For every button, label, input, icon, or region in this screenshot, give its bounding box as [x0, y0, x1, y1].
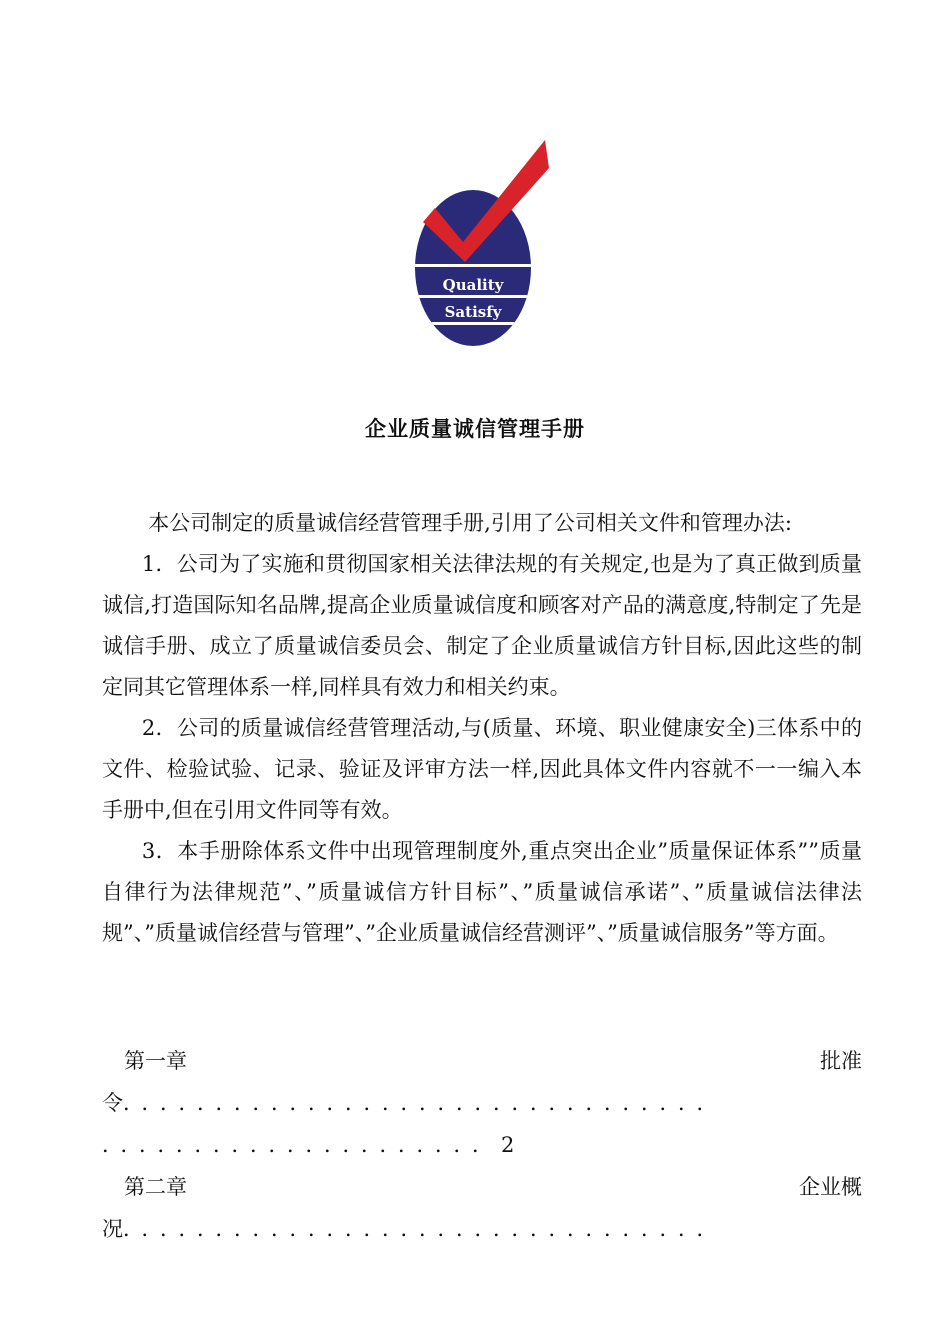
document-title: 企业质量诚信管理手册: [365, 417, 585, 441]
quality-satisfy-logo: [405, 138, 555, 353]
toc-chapter-char: 章: [166, 1049, 187, 1073]
toc-chapter-char: 一: [145, 1049, 166, 1073]
toc-leader-dots: ．．．．．．．．．．．．．．．．．．．．．．．．．．．．．．．．: [123, 1091, 726, 1115]
table-of-contents: [102, 1040, 862, 1250]
toc-title-char: 业: [820, 1175, 841, 1199]
logo-text-satisfy: Satisfy: [444, 303, 502, 321]
toc-title-char: 批: [820, 1049, 841, 1073]
toc-title-char: 况: [102, 1217, 123, 1241]
intro-paragraph: 本公司制定的质量诚信经营管理手册,引用了公司相关文件和管理办法:: [148, 511, 792, 535]
logo-text-quality: Quality: [442, 276, 504, 294]
document-body: [102, 503, 862, 954]
toc-chapter-char: 章: [166, 1175, 187, 1199]
toc-title-char: 准: [841, 1049, 862, 1073]
toc-entry-2-heading[interactable]: [102, 1166, 862, 1208]
logo-graphic: [405, 138, 555, 353]
toc-entry-1-leader[interactable]: [102, 1082, 862, 1124]
clause-3-paragraph: 3．本手册除体系文件中出现管理制度外,重点突出企业”质量保证体系””质量自律行为法律规范”、”质量诚信方针目标”、”质量诚信承诺”、”质量诚信法律法规”、”质量诚信经营与管理”、”企业质量诚信经营测评”、”质量诚信服务”等方面。: [102, 839, 862, 945]
toc-entry-2-leader[interactable]: [102, 1208, 862, 1250]
clause-1-paragraph: 1．公司为了实施和贯彻国家相关法律法规的有关规定,也是为了真正做到质量诚信,打造国际知名品牌,提高企业质量诚信度和顾客对产品的满意度,特制定了先是诚信手册、成立了质量诚信委员会、制定了企业质量诚信方针目标,因此这些的制定同其它管理体系一样,同样具有效力和相关约束。: [102, 552, 862, 699]
toc-entry-1-page-line[interactable]: [102, 1124, 862, 1166]
toc-chapter-char: 第: [124, 1175, 145, 1199]
toc-chapter-char: 二: [145, 1175, 166, 1199]
toc-entry-1-heading[interactable]: [102, 1040, 862, 1082]
toc-title-char: 概: [841, 1175, 862, 1199]
clause-2-paragraph: 2．公司的质量诚信经营管理活动,与(质量、环境、职业健康安全)三体系中的文件、检验试验、记录、验证及评审方法一样,因此具体文件内容就不一一编入本手册中,但在引用文件同等有效。: [102, 716, 862, 822]
toc-chapter-char: 第: [124, 1049, 145, 1073]
toc-title-char: 企: [799, 1175, 820, 1199]
toc-page-number: 2: [501, 1133, 515, 1157]
toc-leader-dots: ．．．．．．．．．．．．．．．．．．．．．: [102, 1133, 501, 1157]
toc-leader-dots: ．．．．．．．．．．．．．．．．．．．．．．．．．．．．．．．．: [123, 1217, 726, 1241]
toc-title-char: 令: [102, 1091, 123, 1115]
